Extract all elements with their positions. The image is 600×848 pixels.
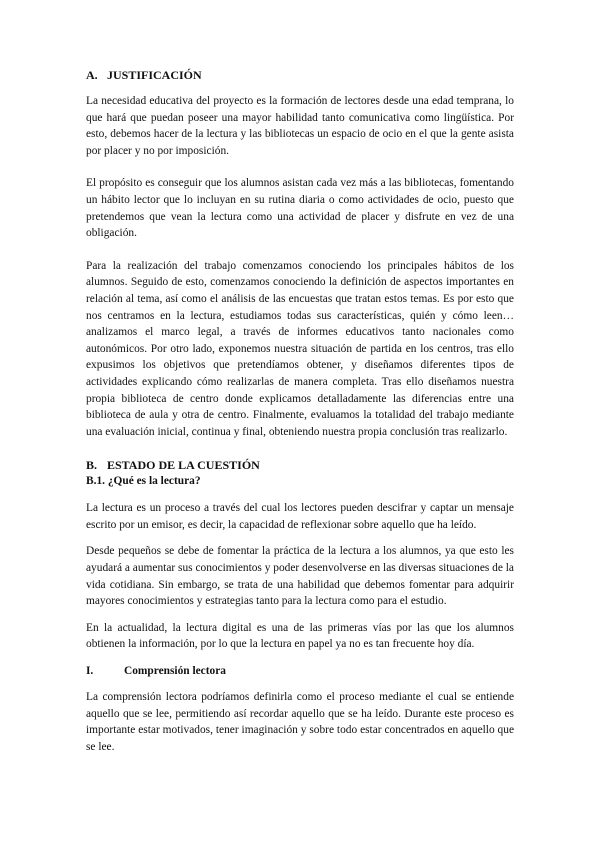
section-b-title: ESTADO DE LA CUESTIÓN bbox=[107, 458, 260, 473]
paragraph: En la actualidad, la lectura digital es una de las primeras vías por las que los alumnos obtienen la información, por lo que la lectura en papel ya no es tan frecuente hoy día. bbox=[86, 621, 514, 651]
paragraph: El propósito es conseguir que los alumnos asistan cada vez más a las bibliotecas, fomentando un hábito lector que lo incluyan en su rutina diaria o como actividades de ocio, puesto que pretendemos que vean la lectura como una actividad de placer y disfrute en vez de una obligación. bbox=[86, 177, 514, 240]
subsection-i-title: Comprensión lectora bbox=[124, 665, 226, 678]
paragraph: La lectura es un proceso a través del cual los lectores pueden descifrar y captar un mensaje escrito por un emisor, es decir, la capacidad de reflexionar sobre aquello que ha leído. bbox=[86, 502, 514, 531]
section-a-title: JUSTIFICACIÓN bbox=[107, 68, 202, 82]
subsection-i-heading bbox=[86, 663, 514, 679]
section-a-heading bbox=[86, 67, 514, 83]
paragraph: Desde pequeños se debe de fomentar la práctica de la lectura a los alumnos, ya que esto les ayudará a aumentar sus conocimientos y poder desenvolverse en las diversas situaciones de la vida cotidiana. Sin embargo, se trata de una habilidad que debemos fomentar para adquirir mayores conocimientos y estrategias tanto para la lectura como para el estudio. bbox=[86, 545, 514, 608]
section-a-number: A. bbox=[86, 68, 98, 82]
subsection-i-number: I. bbox=[86, 665, 94, 678]
paragraph: Para la realización del trabajo comenzamos conociendo los principales hábitos de los alumnos. Seguido de esto, comenzamos conociendo la definición de aspectos importantes en relación al tema, así como el análisis de las encuestas que tratan estos temas. Es por esto que nos centramos en la lectura, estudiamos todas sus características, quién y cómo leen… analizamos el marco legal, a través de informes educativos tanto nacionales como autonómicos. Por otro lado, exponemos nuestra situación de partida en los centros, tras ello expusimos los objetivos que pretendíamos obtener, y diseñamos diferentes tipos de actividades explicando cómo realizarlas de manera completa. Tras ello diseñamos nuestra propia biblioteca de centro donde explicamos detalladamente las diferencias entre una biblioteca de aula y otra de centro. Finalmente, evaluamos la totalidad del trabajo mediante una evaluación inicial, continua y final, obteniendo nuestra propia conclusión tras realizarlo. bbox=[86, 259, 514, 438]
section-b-number: B. bbox=[86, 458, 98, 473]
paragraph: La necesidad educativa del proyecto es la formación de lectores desde una edad temprana, lo que hará que puedan poseer una mayor habilidad tanto comunicativa como lingüística. Por esto, debemos hacer de la lectura y las bibliotecas un espacio de ocio en el que la gente asista por placer y no por imposición. bbox=[86, 95, 514, 157]
section-b-heading bbox=[86, 457, 514, 473]
paragraph: La comprensión lectora podríamos definirla como el proceso mediante el cual se entiende aquello que se lee, permitiendo así recordar aquello que se ha leído. Durante este proceso es importante estar motivados, tener imaginación y sobre todo estar concentrados en aquello que se lee. bbox=[86, 691, 514, 753]
subsection-b1-heading: B.1. ¿Qué es la lectura? bbox=[86, 475, 201, 488]
